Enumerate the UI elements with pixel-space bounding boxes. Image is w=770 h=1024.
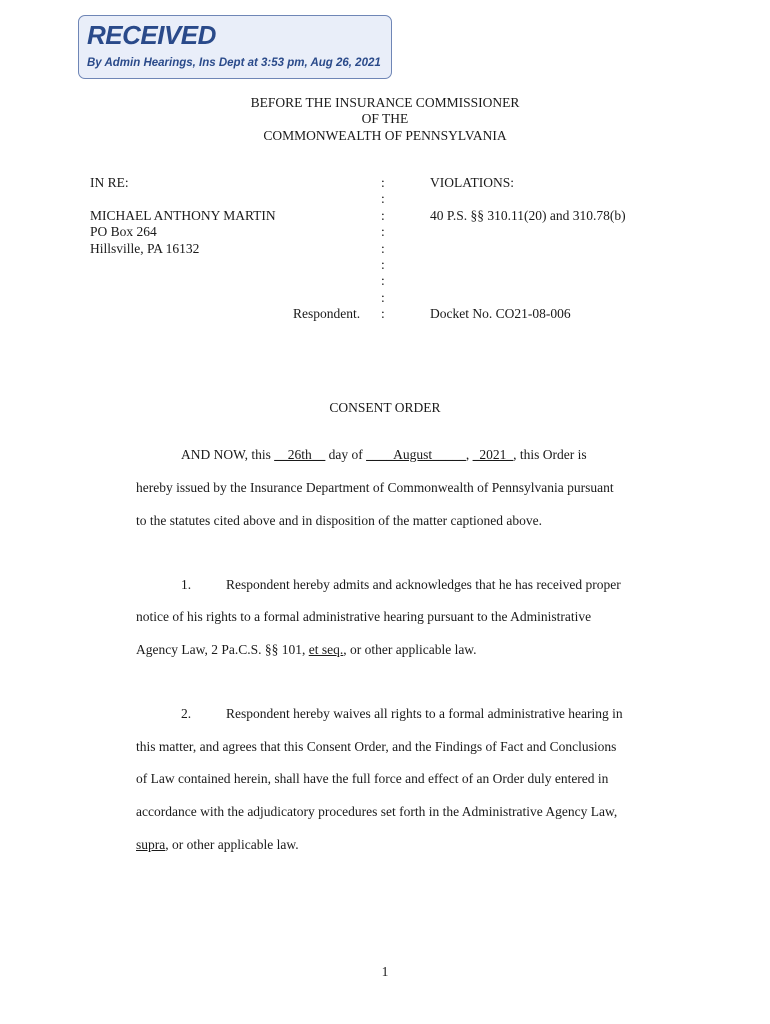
caption-colon: :	[381, 306, 385, 321]
caption-colon: :	[381, 175, 385, 190]
caption-colon: :	[381, 208, 385, 223]
para1-line-3: Agency Law, 2 Pa.C.S. §§ 101, et seq., or other applicable law.	[136, 642, 477, 657]
para2-line-3: of Law contained herein, shall have the full force and effect of an Order duly entered in	[136, 771, 609, 786]
para2-number: 2.	[181, 706, 192, 721]
para1-line-2: notice of his rights to a formal administrative hearing pursuant to the Administrative	[136, 609, 592, 624]
caption-colon: :	[381, 290, 385, 305]
intro-line-2: hereby issued by the Insurance Department of Commonwealth of Pennsylvania pursuant	[136, 480, 614, 495]
caption-colon: :	[381, 257, 385, 272]
violations-citation: 40 P.S. §§ 310.11(20) and 310.78(b)	[430, 208, 626, 223]
respondent-label: Respondent.	[293, 306, 361, 321]
stamp-line: By Admin Hearings, Ins Dept at 3:53 pm, Aug 26, 2021	[87, 57, 381, 69]
para1-number: 1.	[181, 577, 192, 592]
para2-line-4: accordance with the adjudicatory procedures set forth in the Administrative Agency Law,	[136, 804, 618, 819]
et-seq: et seq.	[308, 642, 344, 657]
caption-in-re: IN RE:	[90, 175, 129, 190]
respondent-address-2: Hillsville, PA 16132	[90, 241, 200, 256]
intro-line-1: AND NOW, this __26th__ day of ____August_____, _2021_, this Order is	[181, 447, 587, 462]
stamp-title: RECEIVED	[87, 20, 216, 50]
para2-line-1: Respondent hereby waives all rights to a formal administrative hearing in	[226, 706, 623, 721]
para1-line-1: Respondent hereby admits and acknowledges that he has received proper	[226, 577, 621, 592]
docket-number: Docket No. CO21-08-006	[430, 306, 571, 321]
respondent-address-1: PO Box 264	[90, 224, 157, 239]
caption-colon: :	[381, 191, 385, 206]
para2-line-2: this matter, and agrees that this Consent Order, and the Findings of Fact and Conclusions	[136, 739, 617, 754]
page-number: 1	[381, 964, 389, 979]
received-stamp	[78, 15, 392, 79]
violations-label: VIOLATIONS:	[430, 175, 514, 190]
year-fill: _2021_	[472, 447, 514, 462]
respondent-name: MICHAEL ANTHONY MARTIN	[90, 208, 276, 223]
heading-line-3: COMMONWEALTH OF PENNSYLVANIA	[263, 128, 507, 143]
caption-colon: :	[381, 273, 385, 288]
month-fill: ____August_____	[366, 447, 466, 462]
supra: supra	[136, 837, 166, 852]
caption-colon: :	[381, 241, 385, 256]
caption-colon: :	[381, 224, 385, 239]
order-title: CONSENT ORDER	[329, 400, 441, 415]
heading-line-2: OF THE	[361, 111, 409, 126]
intro-line-3: to the statutes cited above and in disposition of the matter captioned above.	[136, 513, 543, 528]
day-fill: __26th__	[274, 447, 326, 462]
heading-line-1: BEFORE THE INSURANCE COMMISSIONER	[250, 95, 520, 110]
para2-line-5: supra, or other applicable law.	[136, 837, 299, 852]
